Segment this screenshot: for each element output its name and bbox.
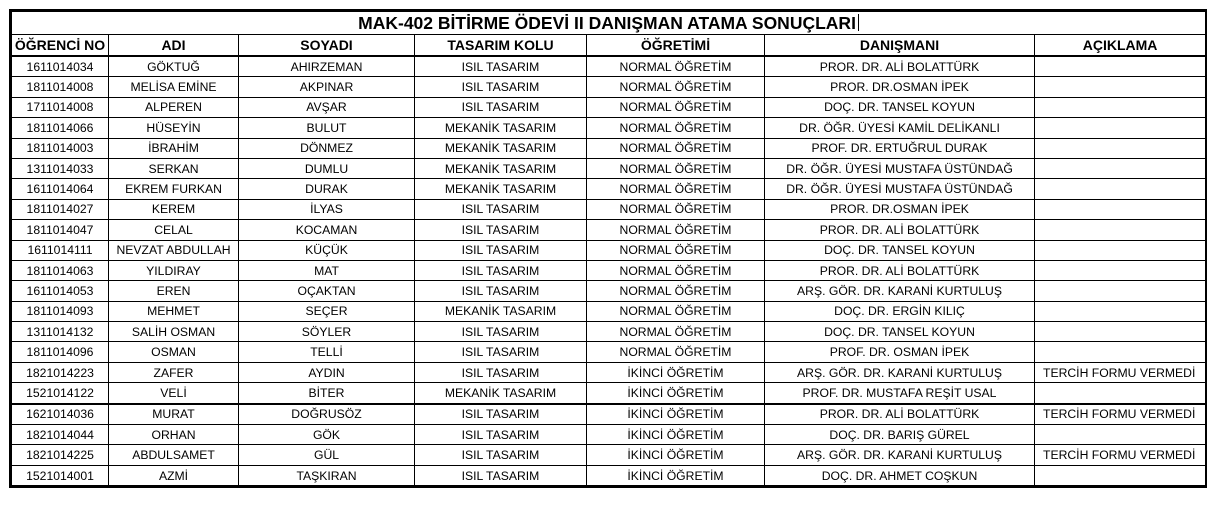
cell-student-no: 1811014027 bbox=[12, 199, 109, 219]
cell-education-type: NORMAL ÖĞRETİM bbox=[587, 138, 765, 158]
table-row bbox=[12, 220, 1206, 240]
cell-advisor: DOÇ. DR. AHMET COŞKUN bbox=[765, 465, 1035, 485]
table-row bbox=[12, 362, 1206, 382]
cell-design-branch: ISIL TASARIM bbox=[415, 281, 587, 301]
table-row bbox=[12, 77, 1206, 97]
cell-student-no: 1811014003 bbox=[12, 138, 109, 158]
cell-name: İBRAHİM bbox=[109, 138, 239, 158]
cell-surname: KÜÇÜK bbox=[239, 240, 415, 260]
cell-education-type: İKİNCİ ÖĞRETİM bbox=[587, 425, 765, 445]
cell-design-branch: ISIL TASARIM bbox=[415, 322, 587, 342]
cell-advisor: PROR. DR.OSMAN İPEK bbox=[765, 199, 1035, 219]
cell-note bbox=[1035, 138, 1206, 158]
cell-student-no: 1811014063 bbox=[12, 260, 109, 280]
cell-design-branch: ISIL TASARIM bbox=[415, 77, 587, 97]
table-row bbox=[12, 342, 1206, 362]
cell-education-type: NORMAL ÖĞRETİM bbox=[587, 199, 765, 219]
cell-student-no: 1621014036 bbox=[12, 404, 109, 425]
cell-surname: OÇAKTAN bbox=[239, 281, 415, 301]
cell-student-no: 1811014093 bbox=[12, 301, 109, 321]
cell-education-type: NORMAL ÖĞRETİM bbox=[587, 322, 765, 342]
table-row bbox=[12, 465, 1206, 485]
cell-name: EREN bbox=[109, 281, 239, 301]
cell-student-no: 1311014033 bbox=[12, 158, 109, 178]
cell-name: MELİSA EMİNE bbox=[109, 77, 239, 97]
header-row bbox=[12, 35, 1206, 57]
sheet-title-cell bbox=[12, 12, 1206, 35]
col-header-surname: SOYADI bbox=[239, 35, 415, 57]
cell-name: KEREM bbox=[109, 199, 239, 219]
cell-student-no: 1811014008 bbox=[12, 77, 109, 97]
cell-education-type: NORMAL ÖĞRETİM bbox=[587, 77, 765, 97]
cell-surname: AYDIN bbox=[239, 362, 415, 382]
cell-design-branch: ISIL TASARIM bbox=[415, 445, 587, 465]
cell-design-branch: ISIL TASARIM bbox=[415, 260, 587, 280]
cell-education-type: NORMAL ÖĞRETİM bbox=[587, 240, 765, 260]
cell-advisor: PROR. DR. ALİ BOLATTÜRK bbox=[765, 220, 1035, 240]
cell-design-branch: ISIL TASARIM bbox=[415, 404, 587, 425]
cell-surname: MAT bbox=[239, 260, 415, 280]
table-row bbox=[12, 383, 1206, 404]
table-row bbox=[12, 199, 1206, 219]
table-row bbox=[12, 138, 1206, 158]
cell-student-no: 1821014223 bbox=[12, 362, 109, 382]
cell-student-no: 1711014008 bbox=[12, 97, 109, 117]
cell-design-branch: ISIL TASARIM bbox=[415, 240, 587, 260]
cell-education-type: İKİNCİ ÖĞRETİM bbox=[587, 445, 765, 465]
cell-surname: AHIRZEMAN bbox=[239, 56, 415, 77]
cell-education-type: İKİNCİ ÖĞRETİM bbox=[587, 404, 765, 425]
cell-name: OSMAN bbox=[109, 342, 239, 362]
cell-surname: AVŞAR bbox=[239, 97, 415, 117]
cell-student-no: 1821014225 bbox=[12, 445, 109, 465]
results-sheet bbox=[9, 9, 1207, 488]
cell-surname: TELLİ bbox=[239, 342, 415, 362]
table-row bbox=[12, 301, 1206, 321]
cell-education-type: NORMAL ÖĞRETİM bbox=[587, 158, 765, 178]
cell-education-type: NORMAL ÖĞRETİM bbox=[587, 342, 765, 362]
col-header-education-type: ÖĞRETİMİ bbox=[587, 35, 765, 57]
cell-advisor: PROR. DR. ALİ BOLATTÜRK bbox=[765, 404, 1035, 425]
table-body bbox=[12, 56, 1206, 486]
cell-note bbox=[1035, 425, 1206, 445]
cell-student-no: 1611014053 bbox=[12, 281, 109, 301]
cell-advisor: DR. ÖĞR. ÜYESİ MUSTAFA ÜSTÜNDAĞ bbox=[765, 179, 1035, 199]
cell-name: AZMİ bbox=[109, 465, 239, 485]
cell-surname: GÖK bbox=[239, 425, 415, 445]
cell-note bbox=[1035, 383, 1206, 404]
cell-education-type: NORMAL ÖĞRETİM bbox=[587, 281, 765, 301]
cell-note bbox=[1035, 240, 1206, 260]
cell-student-no: 1311014132 bbox=[12, 322, 109, 342]
cell-student-no: 1521014122 bbox=[12, 383, 109, 404]
cell-student-no: 1811014066 bbox=[12, 118, 109, 138]
cell-surname: AKPINAR bbox=[239, 77, 415, 97]
cell-surname: GÜL bbox=[239, 445, 415, 465]
cell-name: SERKAN bbox=[109, 158, 239, 178]
cell-note bbox=[1035, 97, 1206, 117]
cell-name: ABDULSAMET bbox=[109, 445, 239, 465]
cell-name: GÖKTUĞ bbox=[109, 56, 239, 77]
table-row bbox=[12, 322, 1206, 342]
cell-advisor: PROF. DR. MUSTAFA REŞİT USAL bbox=[765, 383, 1035, 404]
cell-name: HÜSEYİN bbox=[109, 118, 239, 138]
cell-student-no: 1811014096 bbox=[12, 342, 109, 362]
cell-advisor: DOÇ. DR. TANSEL KOYUN bbox=[765, 97, 1035, 117]
cell-education-type: NORMAL ÖĞRETİM bbox=[587, 260, 765, 280]
cell-design-branch: ISIL TASARIM bbox=[415, 425, 587, 445]
table-row bbox=[12, 158, 1206, 178]
text-cursor bbox=[858, 14, 859, 31]
cell-note bbox=[1035, 342, 1206, 362]
cell-name: MURAT bbox=[109, 404, 239, 425]
cell-note bbox=[1035, 281, 1206, 301]
cell-student-no: 1611014034 bbox=[12, 56, 109, 77]
table-row bbox=[12, 56, 1206, 77]
assignment-table bbox=[11, 11, 1206, 486]
cell-student-no: 1611014111 bbox=[12, 240, 109, 260]
cell-advisor: DOÇ. DR. BARIŞ GÜREL bbox=[765, 425, 1035, 445]
cell-note bbox=[1035, 199, 1206, 219]
cell-surname: DURAK bbox=[239, 179, 415, 199]
cell-advisor: DOÇ. DR. TANSEL KOYUN bbox=[765, 322, 1035, 342]
sheet-title: MAK-402 BİTİRME ÖDEVİ II DANIŞMAN ATAMA SONUÇLARI bbox=[358, 12, 856, 33]
cell-name: ZAFER bbox=[109, 362, 239, 382]
cell-note: TERCİH FORMU VERMEDİ bbox=[1035, 404, 1206, 425]
cell-education-type: NORMAL ÖĞRETİM bbox=[587, 97, 765, 117]
cell-student-no: 1811014047 bbox=[12, 220, 109, 240]
cell-student-no: 1611014064 bbox=[12, 179, 109, 199]
table-row bbox=[12, 404, 1206, 425]
cell-note bbox=[1035, 220, 1206, 240]
cell-design-branch: MEKANİK TASARIM bbox=[415, 179, 587, 199]
cell-education-type: NORMAL ÖĞRETİM bbox=[587, 179, 765, 199]
cell-design-branch: ISIL TASARIM bbox=[415, 199, 587, 219]
table-row bbox=[12, 97, 1206, 117]
cell-design-branch: MEKANİK TASARIM bbox=[415, 383, 587, 404]
cell-name: VELİ bbox=[109, 383, 239, 404]
table-row bbox=[12, 425, 1206, 445]
table-row bbox=[12, 445, 1206, 465]
cell-advisor: DOÇ. DR. ERGİN KILIÇ bbox=[765, 301, 1035, 321]
cell-student-no: 1821014044 bbox=[12, 425, 109, 445]
cell-advisor: DR. ÖĞR. ÜYESİ KAMİL DELİKANLI bbox=[765, 118, 1035, 138]
cell-advisor: PROR. DR.OSMAN İPEK bbox=[765, 77, 1035, 97]
cell-advisor: DOÇ. DR. TANSEL KOYUN bbox=[765, 240, 1035, 260]
cell-note bbox=[1035, 322, 1206, 342]
cell-design-branch: ISIL TASARIM bbox=[415, 56, 587, 77]
cell-advisor: PROF. DR. ERTUĞRUL DURAK bbox=[765, 138, 1035, 158]
cell-advisor: PROR. DR. ALİ BOLATTÜRK bbox=[765, 56, 1035, 77]
cell-surname: KOCAMAN bbox=[239, 220, 415, 240]
cell-note bbox=[1035, 260, 1206, 280]
table-row bbox=[12, 240, 1206, 260]
table-row bbox=[12, 281, 1206, 301]
cell-design-branch: ISIL TASARIM bbox=[415, 465, 587, 485]
col-header-name: ADI bbox=[109, 35, 239, 57]
cell-name: EKREM FURKAN bbox=[109, 179, 239, 199]
cell-surname: BULUT bbox=[239, 118, 415, 138]
col-header-design-branch: TASARIM KOLU bbox=[415, 35, 587, 57]
cell-surname: DUMLU bbox=[239, 158, 415, 178]
cell-advisor: PROR. DR. ALİ BOLATTÜRK bbox=[765, 260, 1035, 280]
cell-surname: SÖYLER bbox=[239, 322, 415, 342]
cell-advisor: ARŞ. GÖR. DR. KARANİ KURTULUŞ bbox=[765, 281, 1035, 301]
cell-surname: İLYAS bbox=[239, 199, 415, 219]
cell-design-branch: MEKANİK TASARIM bbox=[415, 301, 587, 321]
cell-surname: DOĞRUSÖZ bbox=[239, 404, 415, 425]
cell-note bbox=[1035, 56, 1206, 77]
cell-name: MEHMET bbox=[109, 301, 239, 321]
cell-name: YILDIRAY bbox=[109, 260, 239, 280]
table-row bbox=[12, 260, 1206, 280]
table-row bbox=[12, 179, 1206, 199]
cell-note bbox=[1035, 77, 1206, 97]
cell-design-branch: ISIL TASARIM bbox=[415, 220, 587, 240]
cell-note bbox=[1035, 158, 1206, 178]
cell-design-branch: MEKANİK TASARIM bbox=[415, 138, 587, 158]
cell-name: CELAL bbox=[109, 220, 239, 240]
cell-name: SALİH OSMAN bbox=[109, 322, 239, 342]
cell-education-type: NORMAL ÖĞRETİM bbox=[587, 220, 765, 240]
cell-note bbox=[1035, 301, 1206, 321]
cell-surname: DÖNMEZ bbox=[239, 138, 415, 158]
col-header-note: AÇIKLAMA bbox=[1035, 35, 1206, 57]
cell-note bbox=[1035, 118, 1206, 138]
cell-name: ORHAN bbox=[109, 425, 239, 445]
cell-education-type: İKİNCİ ÖĞRETİM bbox=[587, 362, 765, 382]
cell-note bbox=[1035, 465, 1206, 485]
cell-design-branch: ISIL TASARIM bbox=[415, 362, 587, 382]
cell-advisor: PROF. DR. OSMAN İPEK bbox=[765, 342, 1035, 362]
cell-note bbox=[1035, 179, 1206, 199]
cell-design-branch: ISIL TASARIM bbox=[415, 97, 587, 117]
cell-education-type: NORMAL ÖĞRETİM bbox=[587, 56, 765, 77]
table-row bbox=[12, 118, 1206, 138]
cell-student-no: 1521014001 bbox=[12, 465, 109, 485]
cell-note: TERCİH FORMU VERMEDİ bbox=[1035, 362, 1206, 382]
cell-surname: BİTER bbox=[239, 383, 415, 404]
cell-design-branch: ISIL TASARIM bbox=[415, 342, 587, 362]
cell-advisor: DR. ÖĞR. ÜYESİ MUSTAFA ÜSTÜNDAĞ bbox=[765, 158, 1035, 178]
title-row bbox=[12, 12, 1206, 35]
cell-advisor: ARŞ. GÖR. DR. KARANİ KURTULUŞ bbox=[765, 445, 1035, 465]
cell-surname: SEÇER bbox=[239, 301, 415, 321]
cell-surname: TAŞKIRAN bbox=[239, 465, 415, 485]
cell-name: NEVZAT ABDULLAH bbox=[109, 240, 239, 260]
col-header-advisor: DANIŞMANI bbox=[765, 35, 1035, 57]
cell-education-type: İKİNCİ ÖĞRETİM bbox=[587, 383, 765, 404]
cell-education-type: NORMAL ÖĞRETİM bbox=[587, 301, 765, 321]
cell-advisor: ARŞ. GÖR. DR. KARANİ KURTULUŞ bbox=[765, 362, 1035, 382]
col-header-student-no: ÖĞRENCİ NO bbox=[12, 35, 109, 57]
cell-name: ALPEREN bbox=[109, 97, 239, 117]
cell-education-type: NORMAL ÖĞRETİM bbox=[587, 118, 765, 138]
cell-design-branch: MEKANİK TASARIM bbox=[415, 158, 587, 178]
cell-design-branch: MEKANİK TASARIM bbox=[415, 118, 587, 138]
cell-note: TERCİH FORMU VERMEDİ bbox=[1035, 445, 1206, 465]
cell-education-type: İKİNCİ ÖĞRETİM bbox=[587, 465, 765, 485]
